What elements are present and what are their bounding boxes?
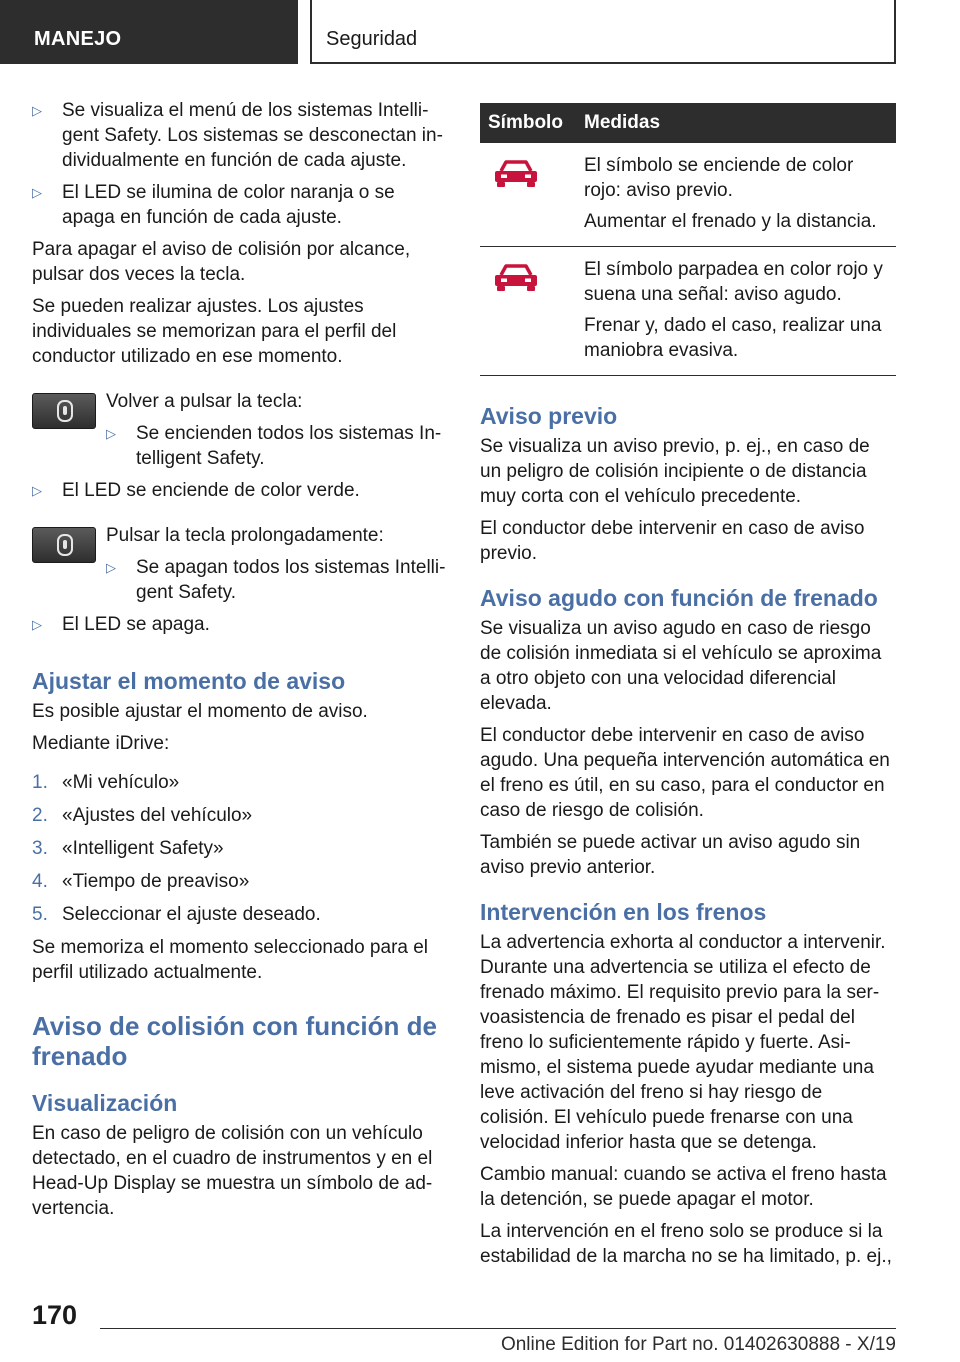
edition-text: Online Edition for Part no. 01402630888 - X/19: [500, 1334, 896, 1355]
chapter-tab: [0, 0, 298, 64]
bullet-item: ▷ El LED se ilumina de color naranja o se apaga en función de cada ajuste.: [32, 180, 446, 230]
symbol-table: [480, 103, 896, 376]
section-heading: Ajustar el momento de aviso: [32, 668, 346, 694]
paragraph: La advertencia exhorta al conductor a intervenir. Durante una advertencia se utiliza el efecto de frenado máximo. El requisito previo para la servoasistencia de frenado es pisar el pedal del freno lo suficientemente rápido y fuerte. Asimismo, el sistema puede ayudar mediante una leve activación del freno si hay riesgo de colisión. El vehículo puede frenarse con una velocidad inferior hasta que se detenga.: [480, 932, 886, 1153]
right-column: [480, 103, 896, 1276]
chapter-title: MANEJO: [34, 28, 122, 50]
list-item: 3. «Intelligent Safety»: [32, 838, 224, 859]
bullet-item: ▷ Se apagan todos los sistemas Intelligent Safety.: [106, 555, 446, 605]
paragraph: El conductor debe intervenir en caso de aviso previo.: [480, 518, 865, 564]
measures-cell: El símbolo parpadea en color rojo y suena una señal: aviso agudo. Frenar y, dado el caso, realizar una maniobra evasiva.: [576, 247, 896, 376]
section-tab: [310, 0, 896, 64]
table-header-symbol: Símbolo: [480, 103, 576, 143]
left-column: [32, 98, 446, 1228]
bullet-item: ▷ El LED se apaga.: [32, 612, 446, 637]
button-instruction: [32, 523, 446, 605]
safety-button-icon: [32, 527, 96, 563]
bullet-item: ▷ Se visualiza el menú de los sistemas Intelligent Safety. Los sistemas se desconectan individualmente en función de cada ajuste.: [32, 98, 446, 173]
measures-cell: El símbolo se enciende de color rojo: aviso previo. Aumentar el frenado y la distancia.: [576, 143, 896, 247]
list-item: 2. «Ajustes del vehículo»: [32, 805, 253, 826]
list-item: 5. Seleccionar el ajuste deseado.: [32, 904, 321, 925]
paragraph: Se visualiza un aviso agudo en caso de riesgo de colisión inmediata si el vehículo se aproxima a otro objeto con una velocidad diferencial elevada.: [480, 618, 882, 714]
table-header-row: [480, 103, 896, 143]
section-heading: Visualización: [32, 1090, 178, 1116]
paragraph: También se puede activar un aviso agudo sin aviso previo anterior.: [480, 832, 861, 878]
chapter-heading: Aviso de colisión con función de frenado: [32, 1011, 437, 1071]
table-header-measures: Medidas: [576, 103, 896, 143]
section-title: Seguridad: [326, 28, 418, 50]
symbol-cell: [480, 143, 576, 247]
section-heading: Aviso previo: [480, 403, 618, 429]
page-number: 170: [32, 1300, 78, 1330]
section-heading: Aviso agudo con función de frenado: [480, 585, 878, 611]
paragraph: Se memoriza el momento seleccionado para el perfil utilizado actualmente.: [32, 937, 429, 983]
bullet-item: ▷ El LED se enciende de color verde.: [32, 478, 446, 503]
bullet-item: ▷ Se encienden todos los sistemas Intelligent Safety.: [106, 421, 446, 471]
table-row: [480, 143, 896, 247]
table-row: [480, 247, 896, 376]
safety-button-icon: [32, 393, 96, 429]
paragraph: En caso de peligro de colisión con un vehículo detectado, en el cuadro de instrumentos y en el Head-Up Display se muestra un símbolo de advertencia.: [32, 1123, 433, 1219]
instruction-text: Volver a pulsar la tecla:: [106, 391, 303, 412]
button-instruction: [32, 389, 446, 471]
paragraph: Se visualiza un aviso previo, p. ej., en caso de un peligro de colisión incipiente o de distancia muy corta con el vehículo precedente.: [480, 436, 870, 507]
symbol-cell: [480, 247, 576, 376]
paragraph: La intervención en el freno solo se produce si la estabilidad de la marcha no se ha limitado, p. ej.,: [480, 1221, 892, 1267]
paragraph: Se pueden realizar ajustes. Los ajustes individuales se memorizan para el perfil del conductor utilizado en ese momento.: [32, 296, 397, 367]
section-heading: Intervención en los frenos: [480, 899, 767, 925]
list-item: 4. «Tiempo de preaviso»: [32, 871, 250, 892]
instruction-text: Pulsar la tecla prolongadamente:: [106, 525, 384, 546]
car-warning-icon: [492, 263, 540, 293]
list-item: 1. «Mi vehículo»: [32, 772, 180, 793]
paragraph: Cambio manual: cuando se activa el freno hasta la detención, se puede apagar el motor.: [480, 1164, 887, 1210]
paragraph: Para apagar el aviso de colisión por alcance, pulsar dos veces la tecla.: [32, 239, 411, 285]
footer-divider: [100, 1328, 896, 1329]
paragraph: El conductor debe intervenir en caso de aviso agudo. Una pequeña intervención automática en el freno es útil, en su caso, para el conductor en caso de riesgo de colisión.: [480, 725, 890, 821]
car-warning-icon: [492, 159, 540, 189]
paragraph: Mediante iDrive:: [32, 733, 170, 754]
paragraph: Es posible ajustar el momento de aviso.: [32, 701, 368, 722]
